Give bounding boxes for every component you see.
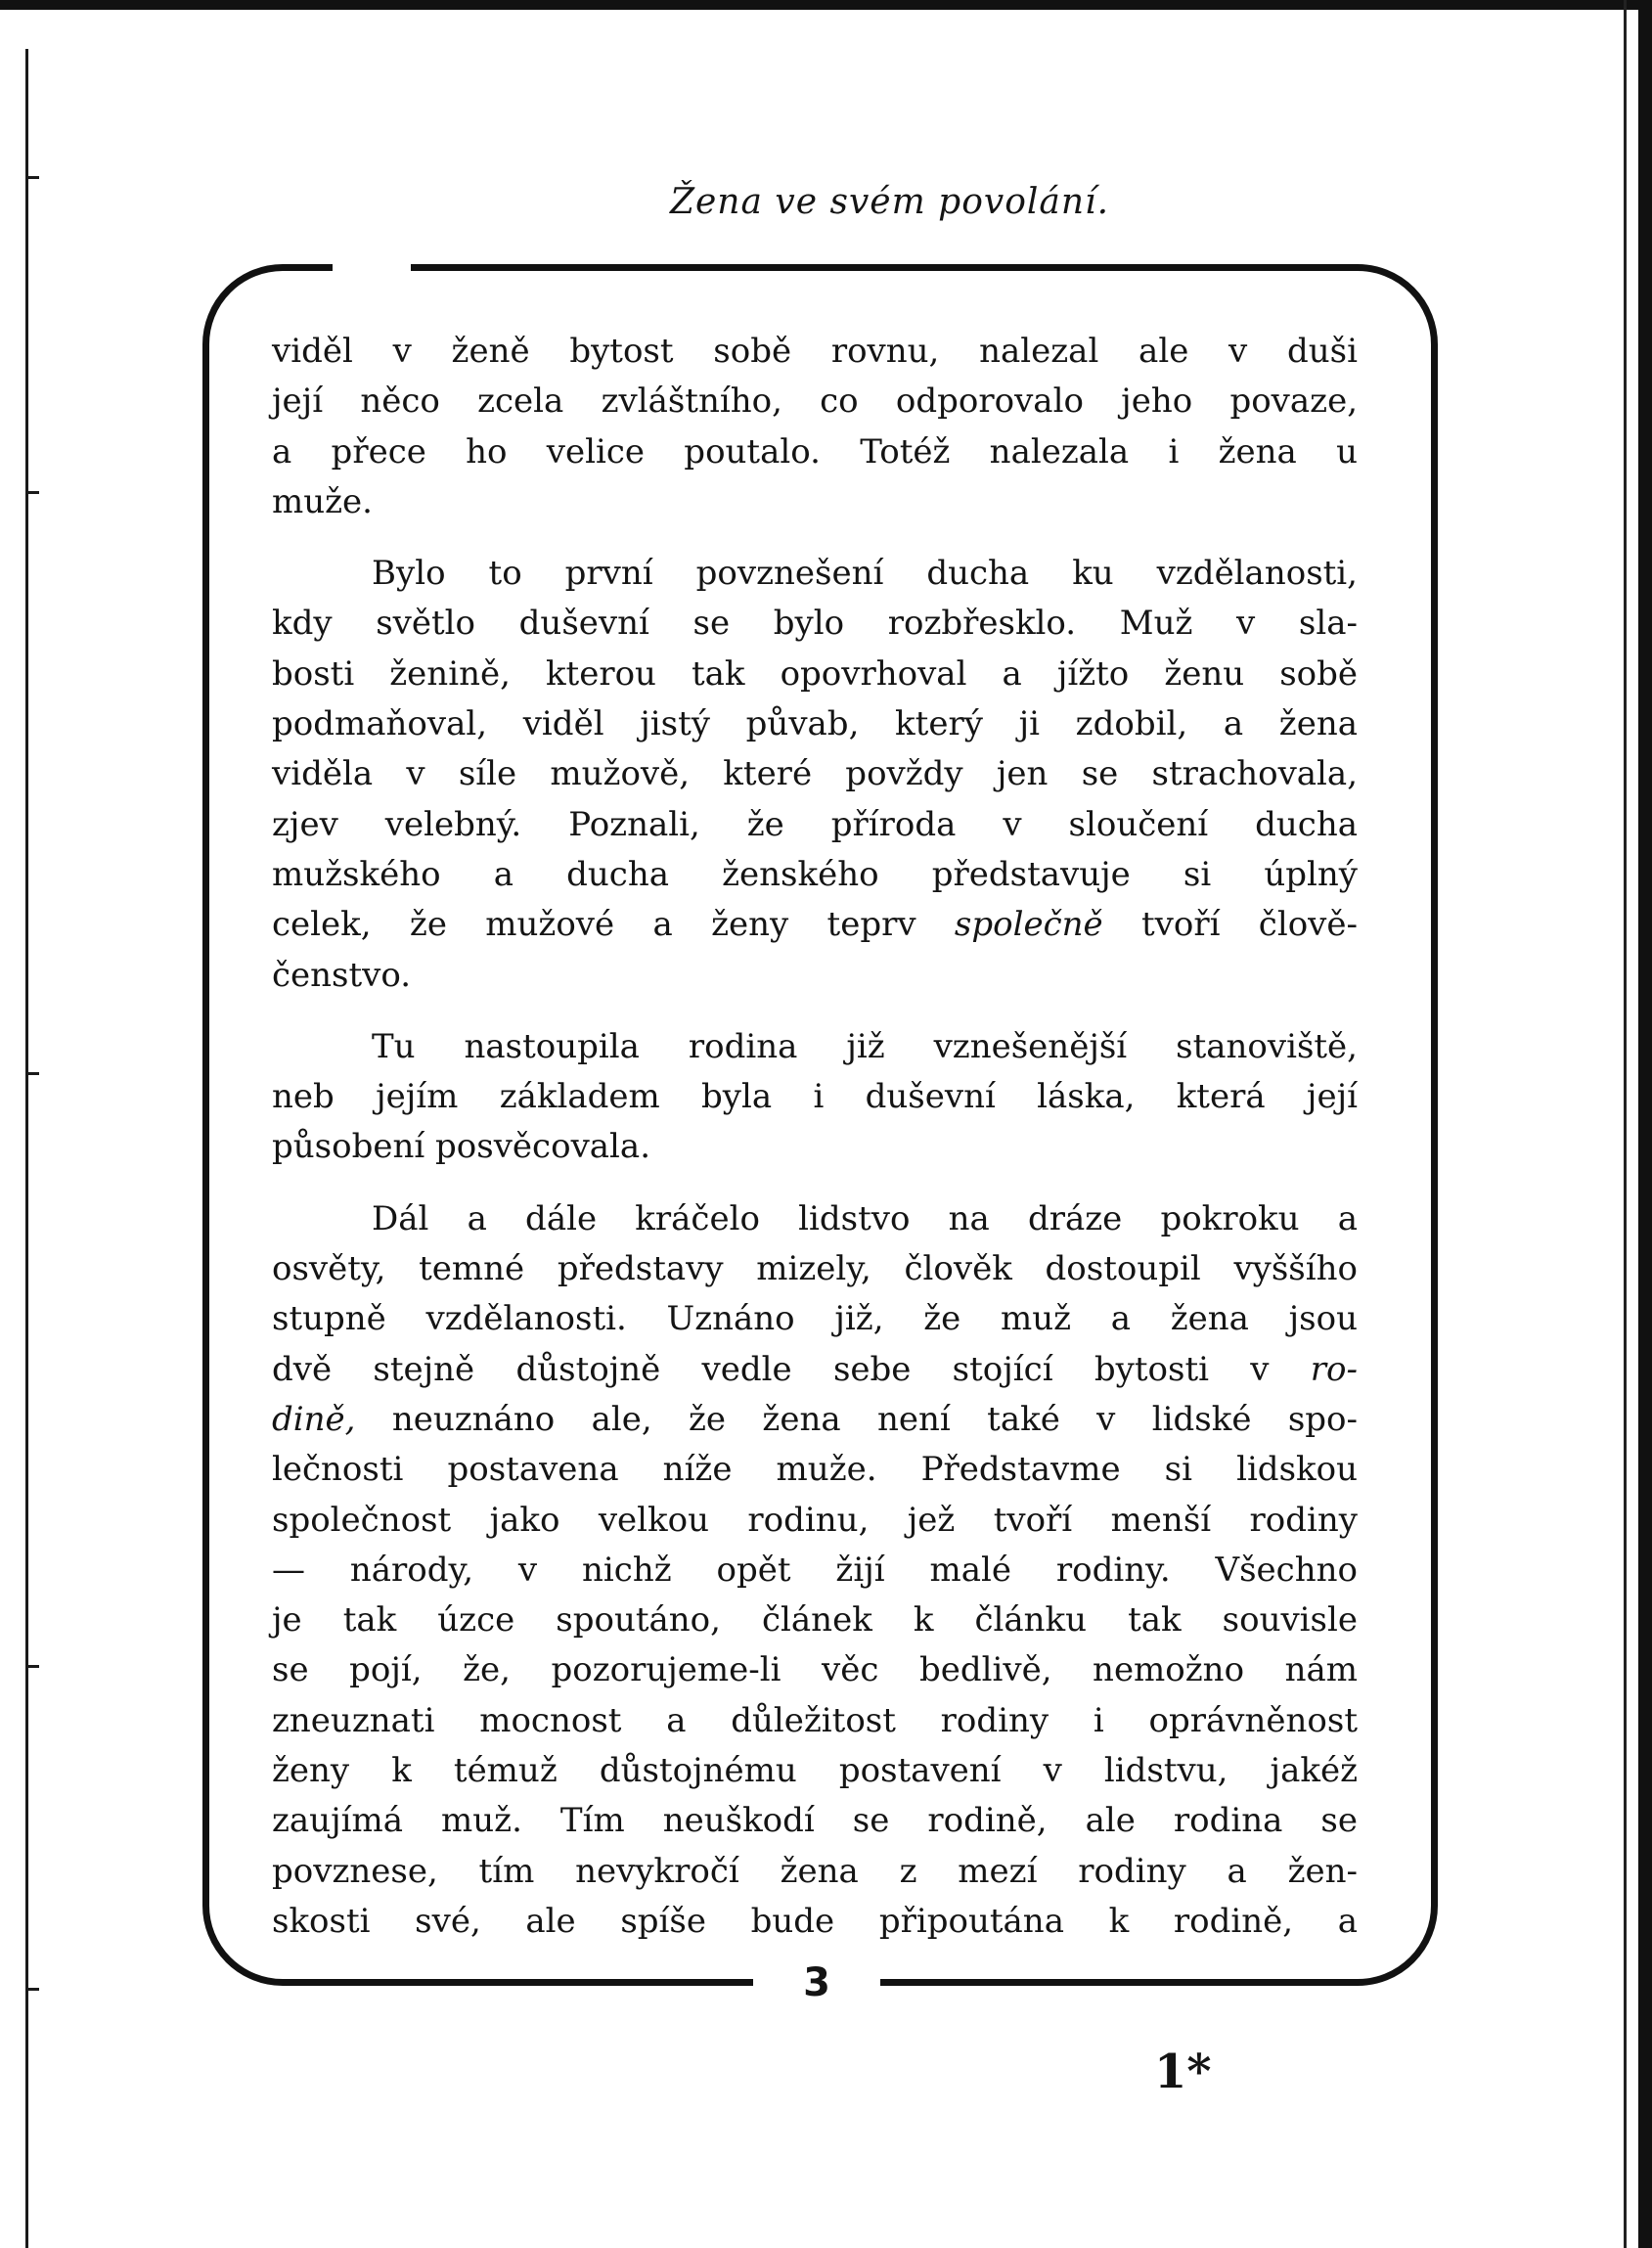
text-line: její něco zcela zvláštního, co odporovalo jeho povaze, — [272, 382, 1358, 422]
text-line: muže. — [272, 481, 373, 521]
text-segment: celek, že mužové a ženy teprv — [272, 905, 916, 945]
text-line: — národy, v nichž opět žijí malé rodiny. Všechno — [272, 1550, 1358, 1590]
scan-border-top — [0, 0, 1652, 10]
emphasis-word: ro- — [1310, 1349, 1358, 1389]
text-line: Bylo to první povznešení ducha ku vzdělanosti, — [372, 554, 1358, 594]
text-line: mužského a ducha ženského představuje si úplný — [272, 854, 1358, 894]
text-line: osvěty, temné představy mizely, člověk dostoupil vyššího — [272, 1249, 1358, 1289]
binding-tick — [25, 491, 39, 494]
scan-border-right-inner — [1624, 0, 1627, 2248]
text-line: stupně vzdělanosti. Uznáno již, že muž a žena jsou — [272, 1299, 1358, 1339]
binding-tick — [25, 1072, 39, 1075]
binding-tick — [25, 176, 39, 179]
body-text — [272, 327, 1358, 1947]
frame-gap-top — [333, 256, 411, 280]
text-line: působení posvěcovala. — [272, 1127, 650, 1167]
text-line: podmaňoval, viděl jistý půvab, který ji zdobil, a žena — [272, 704, 1358, 744]
text-line: společnost jako velkou rodinu, jež tvoří menší rodiny — [272, 1500, 1358, 1540]
text-line: viděl v ženě bytost sobě rovnu, nalezal ale v duši — [272, 332, 1358, 371]
page-number: 3 — [803, 1960, 830, 2005]
text-line: a přece ho velice poutalo. Totéž nalezala i žena u — [272, 431, 1358, 472]
text-line: povznese, tím nevykročí žena z mezí rodiny a žen- — [272, 1851, 1358, 1891]
text-line: zneuznati mocnost a důležitost rodiny i oprávněnost — [272, 1700, 1358, 1740]
text-line: Tu nastoupila rodina již vznešenější stanoviště, — [372, 1026, 1358, 1066]
binding-tick — [25, 1988, 39, 1991]
binding-tick — [25, 1665, 39, 1668]
running-head: Žena ve svém povolání. — [669, 182, 1110, 222]
text-line: se pojí, že, pozorujeme-li věc bedlivě, nemožno nám — [272, 1650, 1358, 1690]
paragraph-3 — [272, 1022, 1358, 1173]
text-line: lečnosti postavena níže muže. Představme si lidskou — [272, 1450, 1358, 1490]
text-line: neb jejím základem byla i duševní láska, která její — [272, 1077, 1358, 1117]
text-line: kdy světlo duševní se bylo rozbřesklo. Muž v sla- — [272, 604, 1358, 644]
text-line-mixed — [272, 1395, 1358, 1445]
text-line: bosti ženině, kterou tak opovrhoval a jížto ženu sobě — [272, 653, 1358, 694]
text-segment: dvě stejně důstojně vedle sebe stojící bytosti v — [272, 1349, 1270, 1389]
emphasis-word: společně — [954, 905, 1103, 945]
text-line: čenstvo. — [272, 955, 412, 995]
text-segment: neuznáno ale, že žena není také v lidské spo- — [391, 1399, 1358, 1439]
text-segment: tvoří člově- — [1140, 905, 1358, 945]
sheet-signature: 1* — [1154, 2045, 1212, 2099]
text-line: je tak úzce spoutáno, článek k článku tak souvisle — [272, 1600, 1358, 1641]
text-line: viděla v síle mužově, které povždy jen se strachovala, — [272, 754, 1358, 794]
paragraph-1 — [272, 327, 1358, 527]
binding-edge — [25, 49, 28, 2248]
text-line: zaujímá muž. Tím neuškodí se rodině, ale rodina se — [272, 1801, 1358, 1841]
paragraph-4 — [272, 1194, 1358, 1947]
text-line: ženy k témuž důstojnému postavení v lidstvu, jakéž — [272, 1751, 1358, 1791]
emphasis-word: dině, — [272, 1399, 356, 1439]
scan-border-right — [1638, 0, 1652, 2248]
text-line: zjev velebný. Poznali, že příroda v sloučení ducha — [272, 804, 1358, 844]
text-line: skosti své, ale spíše bude připoutána k rodině, a — [272, 1901, 1358, 1941]
paragraph-2 — [272, 549, 1358, 1001]
text-line: Dál a dále kráčelo lidstvo na dráze pokroku a — [372, 1198, 1358, 1238]
text-line-mixed — [272, 900, 1358, 950]
text-line-mixed — [272, 1345, 1358, 1395]
